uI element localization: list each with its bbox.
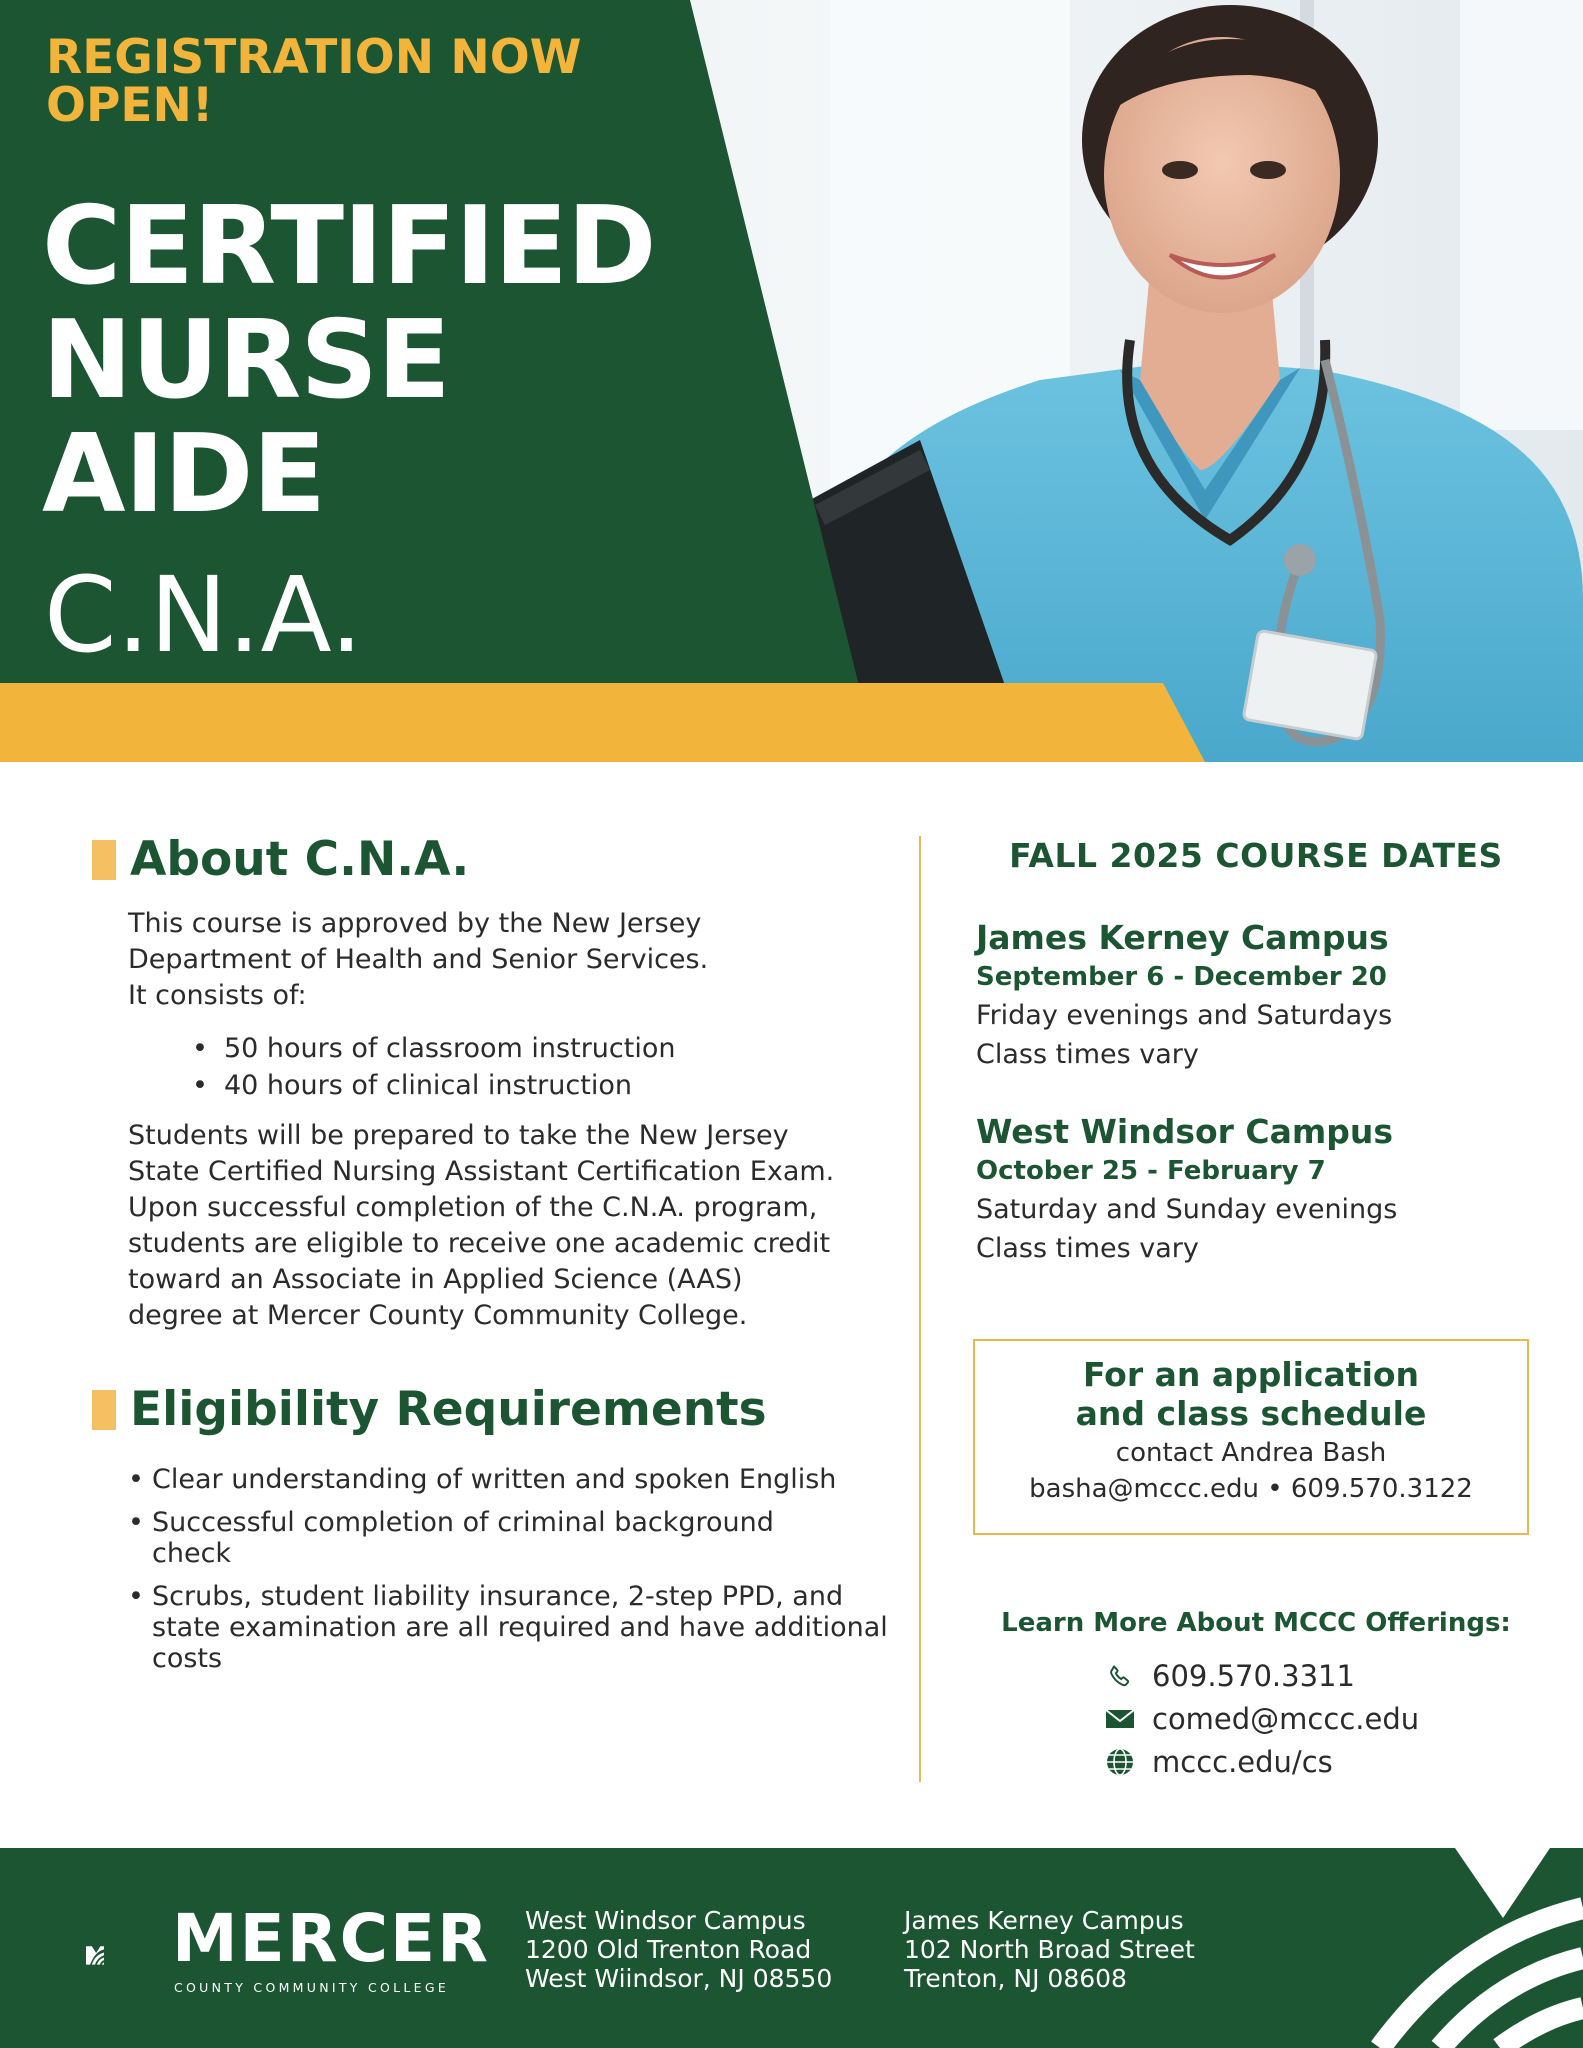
address-line: 102 North Broad Street <box>904 1935 1195 1964</box>
program-title-line: AIDE <box>42 412 326 537</box>
application-contact-details[interactable]: basha@mccc.edu • 609.570.3122 <box>1029 1474 1473 1504</box>
campus-schedule-west-windsor <box>976 1112 1556 1268</box>
logo-wordmark: MERCER <box>172 1900 490 1977</box>
eligibility-item: • Successful completion of criminal background check <box>128 1507 828 1569</box>
address-line: James Kerney Campus <box>904 1906 1184 1935</box>
logo-subtitle: COUNTY COMMUNITY COLLEGE <box>174 1980 450 1995</box>
about-heading-text: About C.N.A. <box>130 832 470 887</box>
globe-icon <box>1100 1747 1140 1777</box>
contact-website-text: mccc.edu/cs <box>1152 1744 1333 1779</box>
eligibility-item: • Scrubs, student liability insurance, 2-step PPD, and state examination are all required and have additional costs <box>128 1581 888 1674</box>
address-line: West Windsor Campus <box>525 1906 806 1935</box>
eligibility-heading <box>92 1382 767 1437</box>
learn-more-heading: Learn More About MCCC Offerings: <box>1001 1608 1511 1638</box>
footer <box>0 1848 1583 2048</box>
campus-dates: September 6 - December 20 <box>976 962 1387 992</box>
application-contact-box <box>973 1339 1529 1535</box>
application-contact-name: contact Andrea Bash <box>1115 1438 1387 1468</box>
heading-accent-bar <box>92 840 116 880</box>
eligibility-list <box>128 1464 898 1686</box>
contact-email[interactable] <box>1100 1697 1419 1740</box>
phone-icon <box>1100 1661 1140 1691</box>
contact-website[interactable] <box>1100 1740 1419 1783</box>
column-divider <box>919 836 921 1782</box>
about-intro <box>128 906 848 1014</box>
james-kerney-address <box>904 1906 1195 1993</box>
address-line: 1200 Old Trenton Road <box>525 1935 812 1964</box>
about-details-line: State Certified Nursing Assistant Certification Exam. <box>128 1156 835 1187</box>
envelope-icon <box>1100 1704 1140 1734</box>
contact-phone[interactable] <box>1100 1654 1419 1697</box>
program-title-line: NURSE <box>42 298 450 423</box>
about-details-line: Upon successful completion of the C.N.A. program, <box>128 1192 818 1223</box>
campus-dates: October 25 - February 7 <box>976 1156 1326 1186</box>
about-details <box>128 1118 898 1334</box>
address-line: Trenton, NJ 08608 <box>904 1964 1127 1993</box>
about-intro-line: Department of Health and Senior Services. <box>128 944 709 975</box>
contact-list <box>1100 1654 1419 1783</box>
hours-item: • 50 hours of classroom instruction <box>222 1030 675 1067</box>
application-heading-line: and class schedule <box>1075 1394 1427 1433</box>
mercer-logo-mark <box>86 1910 176 2000</box>
about-details-line: Students will be prepared to take the New Jersey <box>128 1120 789 1151</box>
about-details-line: toward an Associate in Applied Science (AAS) <box>128 1264 743 1295</box>
program-title-line: CERTIFIED <box>42 184 656 309</box>
application-heading-line: For an application <box>1082 1355 1420 1394</box>
about-details-line: degree at Mercer County Community College. <box>128 1300 748 1331</box>
campus-schedule-james-kerney <box>976 918 1556 1074</box>
campus-days: Friday evenings and Saturdays <box>976 1000 1393 1031</box>
registration-headline: REGISTRATION NOW OPEN! <box>46 30 582 133</box>
campus-name: James Kerney Campus <box>976 918 1389 957</box>
hours-item: • 40 hours of clinical instruction <box>222 1067 675 1104</box>
address-line: West Wiindsor, NJ 08550 <box>525 1964 833 1993</box>
west-windsor-address <box>525 1906 832 1993</box>
campus-days: Saturday and Sunday evenings <box>976 1194 1398 1225</box>
campus-times: Class times vary <box>976 1039 1199 1070</box>
about-intro-line: It consists of: <box>128 980 307 1011</box>
hours-list <box>222 1030 675 1104</box>
campus-name: West Windsor Campus <box>976 1112 1394 1151</box>
contact-email-text: comed@mccc.edu <box>1152 1701 1420 1736</box>
program-abbreviation: C.N.A. <box>44 554 363 676</box>
about-intro-line: This course is approved by the New Jersey <box>128 908 702 939</box>
about-heading <box>92 832 469 887</box>
about-details-line: students are eligible to receive one academic credit <box>128 1228 831 1259</box>
program-title <box>42 184 742 537</box>
eligibility-heading-text: Eligibility Requirements <box>130 1382 767 1437</box>
eligibility-item: • Clear understanding of written and spoken English <box>128 1464 898 1495</box>
hero-banner <box>0 0 1583 762</box>
campus-times: Class times vary <box>976 1233 1199 1264</box>
course-dates-heading: FALL 2025 COURSE DATES <box>1009 836 1503 875</box>
contact-phone-text: 609.570.3311 <box>1152 1658 1355 1693</box>
heading-accent-bar <box>92 1390 116 1430</box>
